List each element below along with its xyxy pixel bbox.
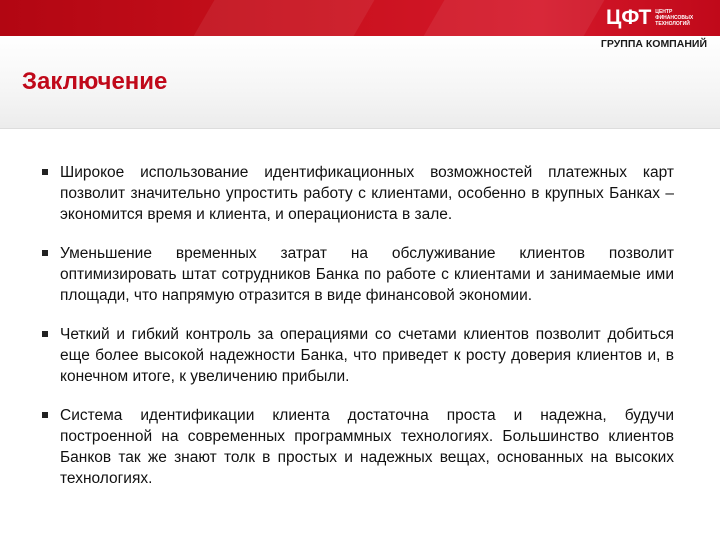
square-bullet-icon (42, 412, 48, 418)
bullet-text: Четкий и гибкий контроль за операциями со счетами клиентов позволит добиться еще более высокой надежности Банка, что приведет к росту доверия клиентов и, в конечном итоге, к увеличению прибыли. (60, 326, 674, 385)
logo-mark: ЦФТ (606, 6, 652, 29)
logo-subtitle-line: ЦЕНТР (655, 9, 673, 15)
square-bullet-icon (42, 331, 48, 337)
bullet-item (42, 162, 674, 225)
company-logo (606, 5, 695, 31)
bullet-list (42, 162, 674, 507)
bullet-item (42, 324, 674, 387)
square-bullet-icon (42, 250, 48, 256)
logo-subtitle-line: ТЕХНОЛОГИЙ (655, 21, 690, 27)
bullet-text: Система идентификации клиента достаточна проста и надежна, будучи построенной на современных программных технологиях. Большинство клиентов Банков так же знают толк в простых и надежных вещах, основанных на высоких технологиях. (60, 407, 674, 487)
logo-subtitle-line: ФИНАНСОВЫХ (655, 15, 694, 21)
bullet-text: Уменьшение временных затрат на обслуживание клиентов позволит оптимизировать штат сотрудников Банка по работе с клиентами и занимаемые ими площади, что напрямую отразится в виде финансовой экономии. (60, 245, 674, 304)
slide-title: Заключение (22, 68, 168, 95)
group-label: ГРУППА КОМПАНИЙ (600, 38, 707, 50)
bullet-item (42, 243, 674, 306)
header-divider (0, 128, 720, 129)
square-bullet-icon (42, 169, 48, 175)
logo-subtitle (655, 9, 695, 27)
top-brand-band (0, 0, 720, 36)
bullet-item (42, 405, 674, 489)
bullet-text: Широкое использование идентификационных возможностей платежных карт позволит значительно упростить работу с клиентами, особенно в крупных Банках – экономится время и клиента, и операциониста в зале. (60, 164, 674, 223)
